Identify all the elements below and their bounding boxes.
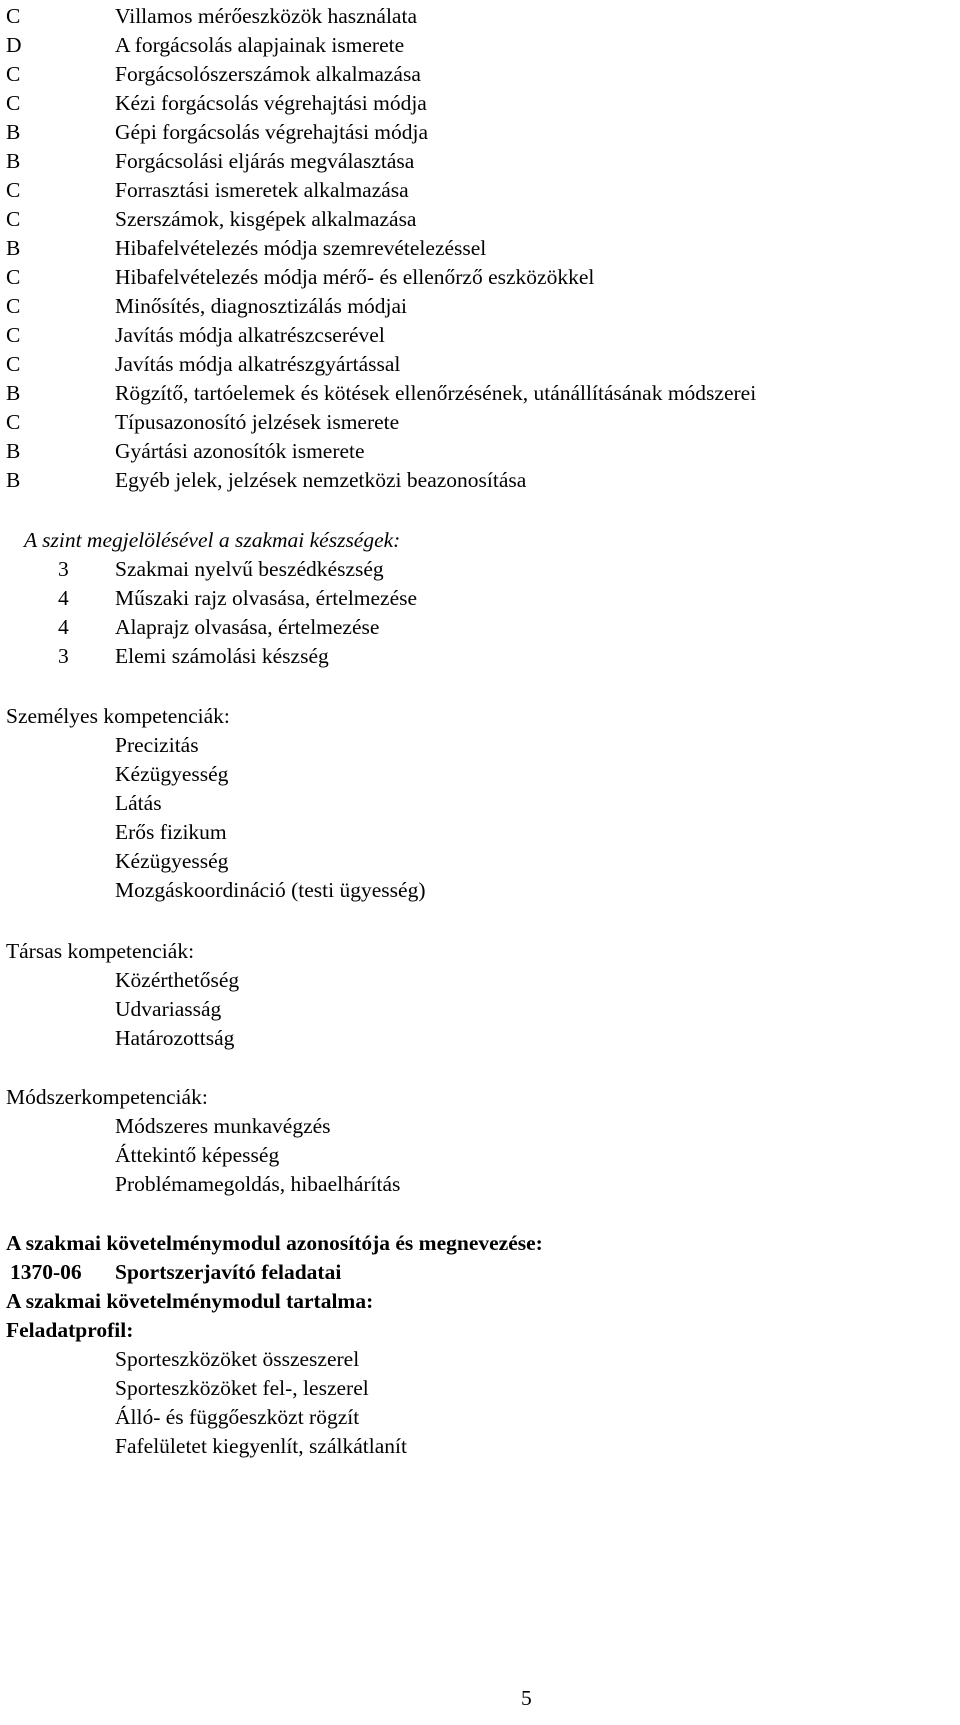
- item-text: Minősítés, diagnosztizálás módjai: [115, 294, 407, 318]
- level-code: C: [6, 178, 21, 202]
- level-code: C: [6, 4, 21, 28]
- level-code: B: [6, 149, 21, 173]
- module-name: Sportszerjavító feladatai: [115, 1260, 342, 1284]
- level-code: C: [6, 410, 21, 434]
- item-text: Forgácsolószerszámok alkalmazása: [115, 62, 421, 86]
- item-text: Gépi forgácsolás végrehajtási módja: [115, 120, 429, 144]
- level-code: D: [6, 33, 22, 57]
- item-text: Kézi forgácsolás végrehajtási módja: [115, 91, 427, 115]
- level-code: C: [6, 207, 21, 231]
- item-text: Egyéb jelek, jelzések nemzetközi beazonosítása: [115, 468, 527, 492]
- item-text: Szakmai nyelvű beszédkészség: [115, 557, 384, 581]
- item-text: Forgácsolási eljárás megválasztása: [115, 149, 415, 173]
- item-text: Hibafelvételezés módja mérő- és ellenőrző eszközökkel: [115, 265, 595, 289]
- level-number: 4: [58, 586, 69, 610]
- level-code: C: [6, 352, 21, 376]
- item-text: Javítás módja alkatrészgyártással: [115, 352, 401, 376]
- level-code: B: [6, 236, 21, 260]
- page-number: 5: [521, 1686, 532, 1710]
- level-code: B: [6, 468, 21, 492]
- item-text: Szerszámok, kisgépek alkalmazása: [115, 207, 417, 231]
- level-code: C: [6, 323, 21, 347]
- item-text: Alaprajz olvasása, értelmezése: [115, 615, 380, 639]
- item-text: Rögzítő, tartóelemek és kötések ellenőrzésének, utánállításának módszerei: [115, 381, 757, 405]
- level-number: 4: [58, 615, 69, 639]
- item-text: A forgácsolás alapjainak ismerete: [115, 33, 405, 57]
- level-code: C: [6, 91, 21, 115]
- item-text: Gyártási azonosítók ismerete: [115, 439, 365, 463]
- item-text: Hibafelvételezés módja szemrevételezéssel: [115, 236, 487, 260]
- level-code: B: [6, 381, 21, 405]
- item-text: Villamos mérőeszközök használata: [115, 4, 417, 28]
- level-number: 3: [58, 557, 69, 581]
- module-code: 1370-06: [10, 1260, 82, 1284]
- item-text: Javítás módja alkatrészcserével: [115, 323, 385, 347]
- item-text: Elemi számolási készség: [115, 644, 329, 668]
- item-text: Forrasztási ismeretek alkalmazása: [115, 178, 409, 202]
- level-code: B: [6, 439, 21, 463]
- item-text: Műszaki rajz olvasása, értelmezése: [115, 586, 418, 610]
- level-code: C: [6, 265, 21, 289]
- level-code: B: [6, 120, 21, 144]
- level-code: C: [6, 62, 21, 86]
- level-code: C: [6, 294, 21, 318]
- level-number: 3: [58, 644, 69, 668]
- item-text: Típusazonosító jelzések ismerete: [115, 410, 400, 434]
